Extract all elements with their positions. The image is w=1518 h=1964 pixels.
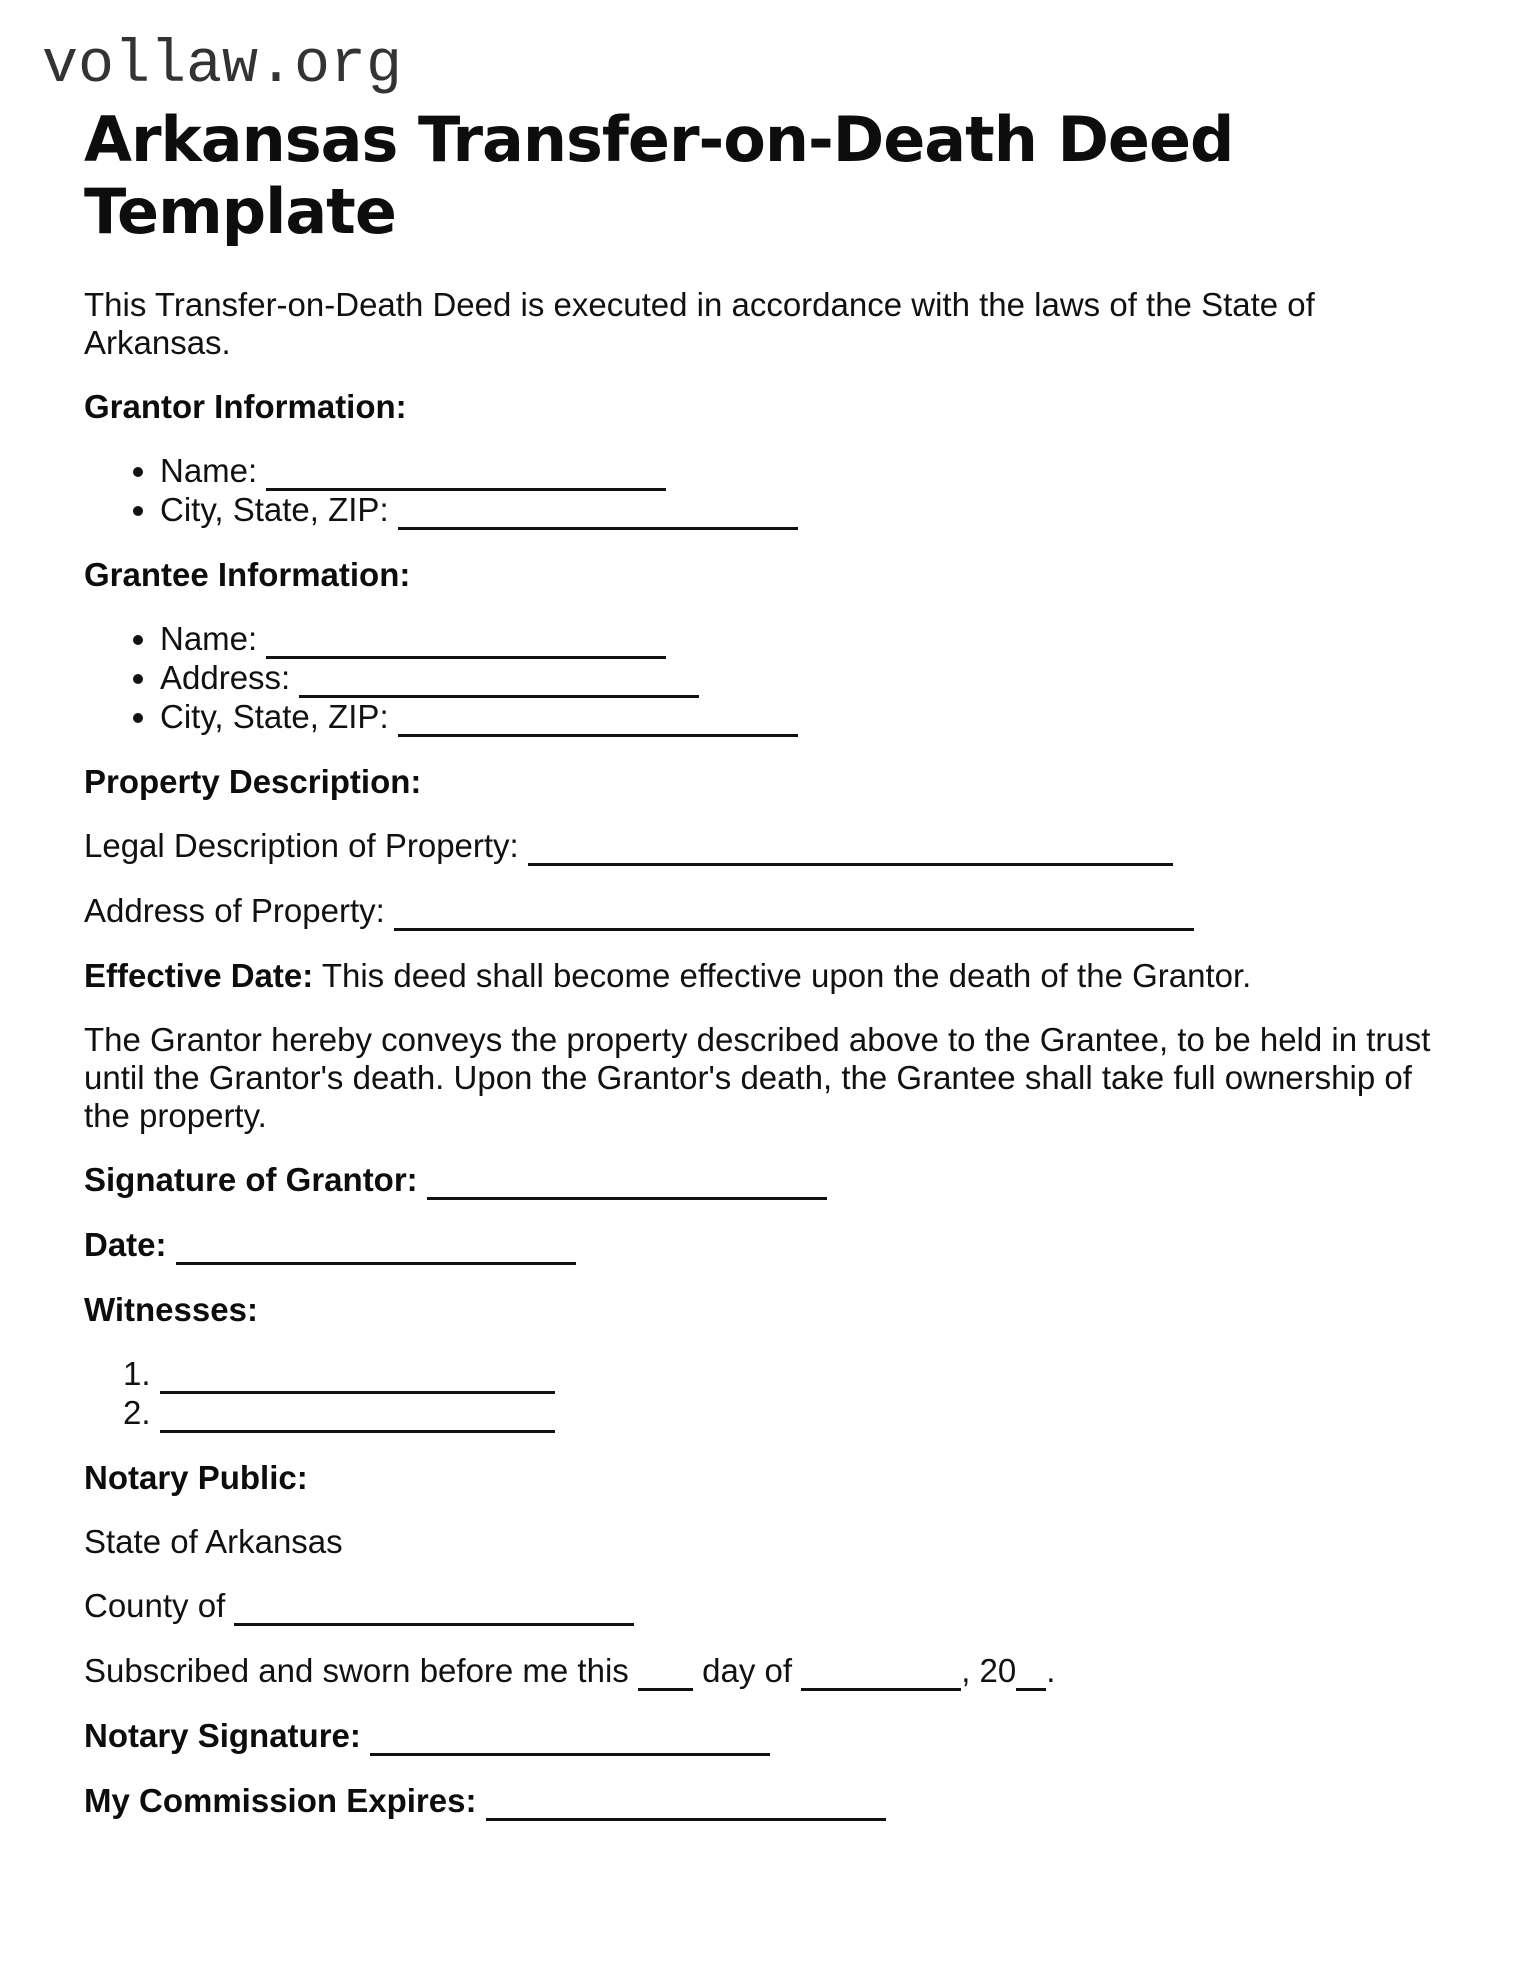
grantee-address-row: [160, 659, 1434, 698]
grantee-city-state-zip-blank: [398, 701, 798, 737]
witness-row-2: [123, 1394, 1434, 1433]
effective-date-text: This deed shall become effective upon the death of the Grantor.: [321, 957, 1252, 994]
grantor-city-state-zip-blank: [398, 494, 798, 530]
notary-county-blank: [234, 1590, 634, 1626]
grantee-address-label: Address:: [160, 659, 291, 696]
grantor-city-state-zip-row: [160, 491, 1434, 530]
witness-list: [84, 1355, 1434, 1433]
property-address-row: [84, 892, 1434, 931]
legal-description-label: Legal Description of Property:: [84, 827, 519, 864]
grantee-city-state-zip-row: [160, 698, 1434, 737]
witness-2-number: 2.: [123, 1394, 151, 1431]
grantor-signature-label: Signature of Grantor:: [84, 1161, 418, 1198]
grantor-signature-blank: [427, 1164, 827, 1200]
witness-1-number: 1.: [123, 1355, 151, 1392]
grantee-city-state-zip-label: City, State, ZIP:: [160, 698, 389, 735]
commission-expires-row: [84, 1782, 1434, 1821]
page-title: Arkansas Transfer-on-Death Deed Template: [84, 103, 1234, 248]
legal-description-row: [84, 827, 1434, 866]
grantee-section-heading: Grantee Information:: [84, 556, 411, 593]
witness-1-blank: [160, 1358, 555, 1394]
grantor-section-heading: Grantor Information:: [84, 388, 407, 425]
date-row: [84, 1226, 1434, 1265]
sworn-end-text: .: [1046, 1652, 1056, 1689]
sworn-year-text: , 20: [961, 1652, 1017, 1689]
commission-expires-blank: [486, 1785, 886, 1821]
notary-county-row: [84, 1587, 1434, 1626]
witnesses-section-heading: Witnesses:: [84, 1291, 258, 1328]
property-address-label: Address of Property:: [84, 892, 385, 929]
notary-signature-blank: [370, 1720, 770, 1756]
property-section-heading: Property Description:: [84, 763, 422, 800]
witness-2-blank: [160, 1397, 555, 1433]
notary-signature-row: [84, 1717, 1434, 1756]
notary-county-label: County of: [84, 1587, 226, 1624]
commission-expires-label: My Commission Expires:: [84, 1782, 477, 1819]
sworn-year-blank: [1016, 1655, 1046, 1691]
sworn-mid-text: day of: [702, 1652, 793, 1689]
grantor-field-list: [84, 452, 1434, 530]
witness-row-1: [123, 1355, 1434, 1394]
grantor-name-blank: [266, 455, 666, 491]
legal-description-blank: [528, 830, 1173, 866]
grantee-name-blank: [266, 623, 666, 659]
notary-sworn-row: [84, 1652, 1434, 1691]
effective-date-label: Effective Date:: [84, 957, 314, 994]
notary-section-heading: Notary Public:: [84, 1459, 308, 1496]
notary-state-line: State of Arkansas: [84, 1523, 343, 1560]
grantee-name-row: [160, 620, 1434, 659]
conveyance-paragraph: The Grantor hereby conveys the property described above to the Grantee, to be held in trust until the Grantor's death. Upon the Grantor's death, the Grantee shall take full ownership of the property.: [84, 1021, 1431, 1134]
sworn-month-blank: [801, 1655, 961, 1691]
grantee-name-label: Name:: [160, 620, 258, 657]
grantor-name-label: Name:: [160, 452, 258, 489]
site-name: vollaw.org: [42, 32, 403, 100]
intro-paragraph: This Transfer-on-Death Deed is executed in accordance with the laws of the State of Arkansas.: [84, 286, 1315, 361]
grantor-signature-row: [84, 1161, 1434, 1200]
grantor-name-row: [160, 452, 1434, 491]
sworn-day-number-blank: [638, 1655, 693, 1691]
date-label: Date:: [84, 1226, 167, 1263]
effective-date-row: [84, 957, 1434, 995]
date-blank: [176, 1229, 576, 1265]
property-address-blank: [394, 895, 1194, 931]
notary-signature-label: Notary Signature:: [84, 1717, 361, 1754]
grantee-address-blank: [299, 662, 699, 698]
grantor-city-state-zip-label: City, State, ZIP:: [160, 491, 389, 528]
grantee-field-list: [84, 620, 1434, 737]
sworn-prefix-text: Subscribed and sworn before me this: [84, 1652, 629, 1689]
